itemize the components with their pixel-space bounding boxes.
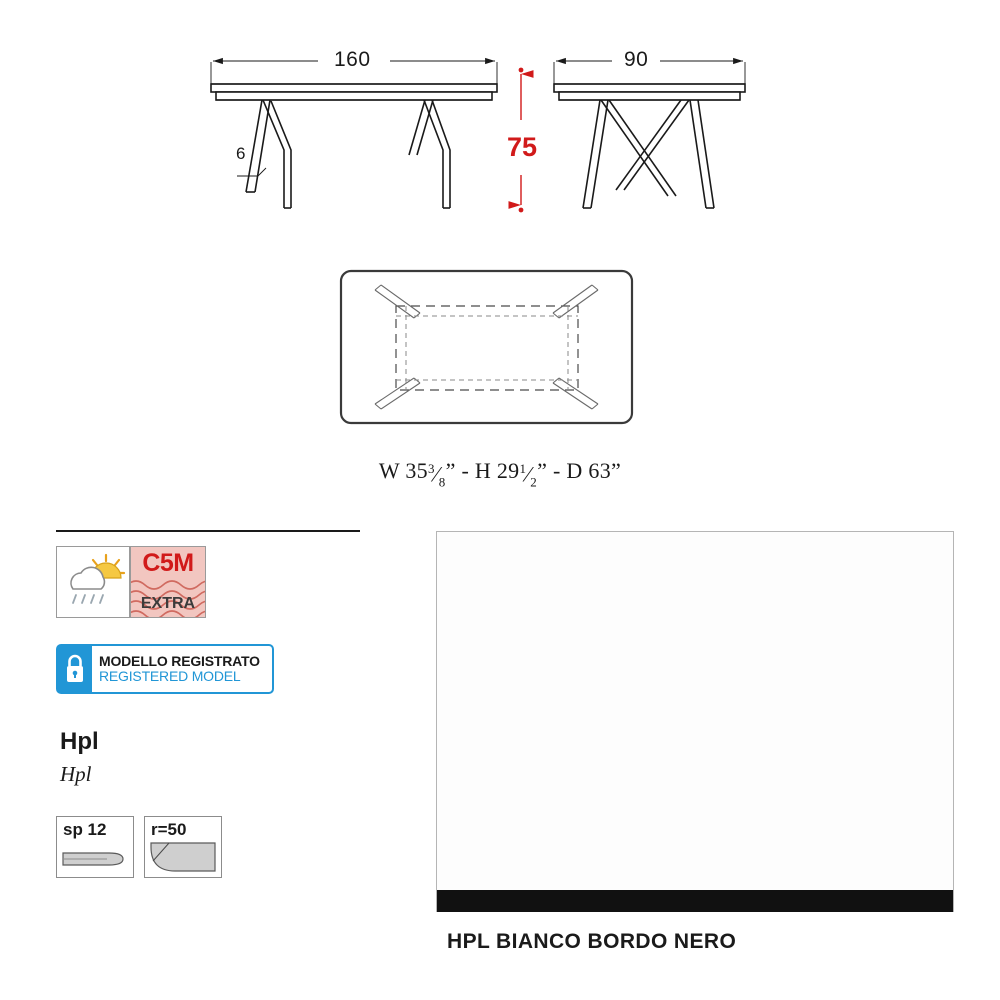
c5m-label: C5M — [142, 549, 194, 577]
imperial-width-prefix: W 35 — [378, 458, 428, 483]
top-view — [341, 271, 632, 423]
thickness-spec-box — [56, 816, 134, 878]
imperial-depth-unit: ” — [611, 458, 622, 483]
top-thickness-dimension-label: 6 — [236, 144, 246, 163]
imperial-sep-2: - D 63 — [547, 458, 612, 483]
finish-swatch-caption: HPL BIANCO BORDO NERO — [447, 930, 737, 953]
radius-spec-box — [144, 816, 222, 878]
side-depth-dimension-label: 90 — [624, 48, 649, 71]
c5m-corrosion-badge — [130, 546, 206, 618]
front-width-dimension-label: 160 — [334, 48, 371, 71]
material-spec-boxes — [56, 816, 222, 878]
finish-swatch-edge-band — [437, 890, 953, 912]
weather-resistance-icon — [56, 546, 130, 618]
corner-radius-icon — [145, 817, 221, 877]
lock-icon — [58, 646, 92, 692]
certification-badges — [56, 546, 206, 618]
section-divider — [56, 530, 360, 532]
thickness-spec-label: sp 12 — [63, 820, 107, 839]
registered-model-line-it: MODELLO REGISTRATO — [99, 652, 260, 669]
radius-spec-label: r=50 — [151, 820, 187, 839]
imperial-dimensions-line: W $35^3⁄_8$” - H $29^1⁄_2$” - D 63” — [378, 458, 622, 490]
imperial-width-frac-den: 8 — [438, 474, 446, 490]
c5m-extra-label: EXTRA — [140, 595, 196, 612]
imperial-sep-1: - H 29 — [455, 458, 520, 483]
imperial-width-unit: ” — [445, 458, 456, 483]
imperial-height-frac-num: 1 — [519, 460, 527, 476]
material-name-italic: Hpl — [60, 762, 92, 786]
registered-model-line-en: REGISTERED MODEL — [99, 668, 241, 684]
finish-swatch-image — [436, 531, 954, 912]
side-view — [554, 61, 745, 208]
material-name: Hpl — [60, 728, 99, 755]
imperial-height-unit: ” — [537, 458, 548, 483]
table-height-dimension-label: 75 — [507, 132, 538, 162]
front-view — [211, 61, 497, 208]
registered-model-badge — [56, 644, 274, 694]
registered-model-texts — [92, 654, 260, 684]
edge-profile-icon — [57, 817, 133, 877]
imperial-height-frac-den: 2 — [530, 474, 538, 490]
imperial-width-frac-num: 3 — [427, 460, 435, 476]
